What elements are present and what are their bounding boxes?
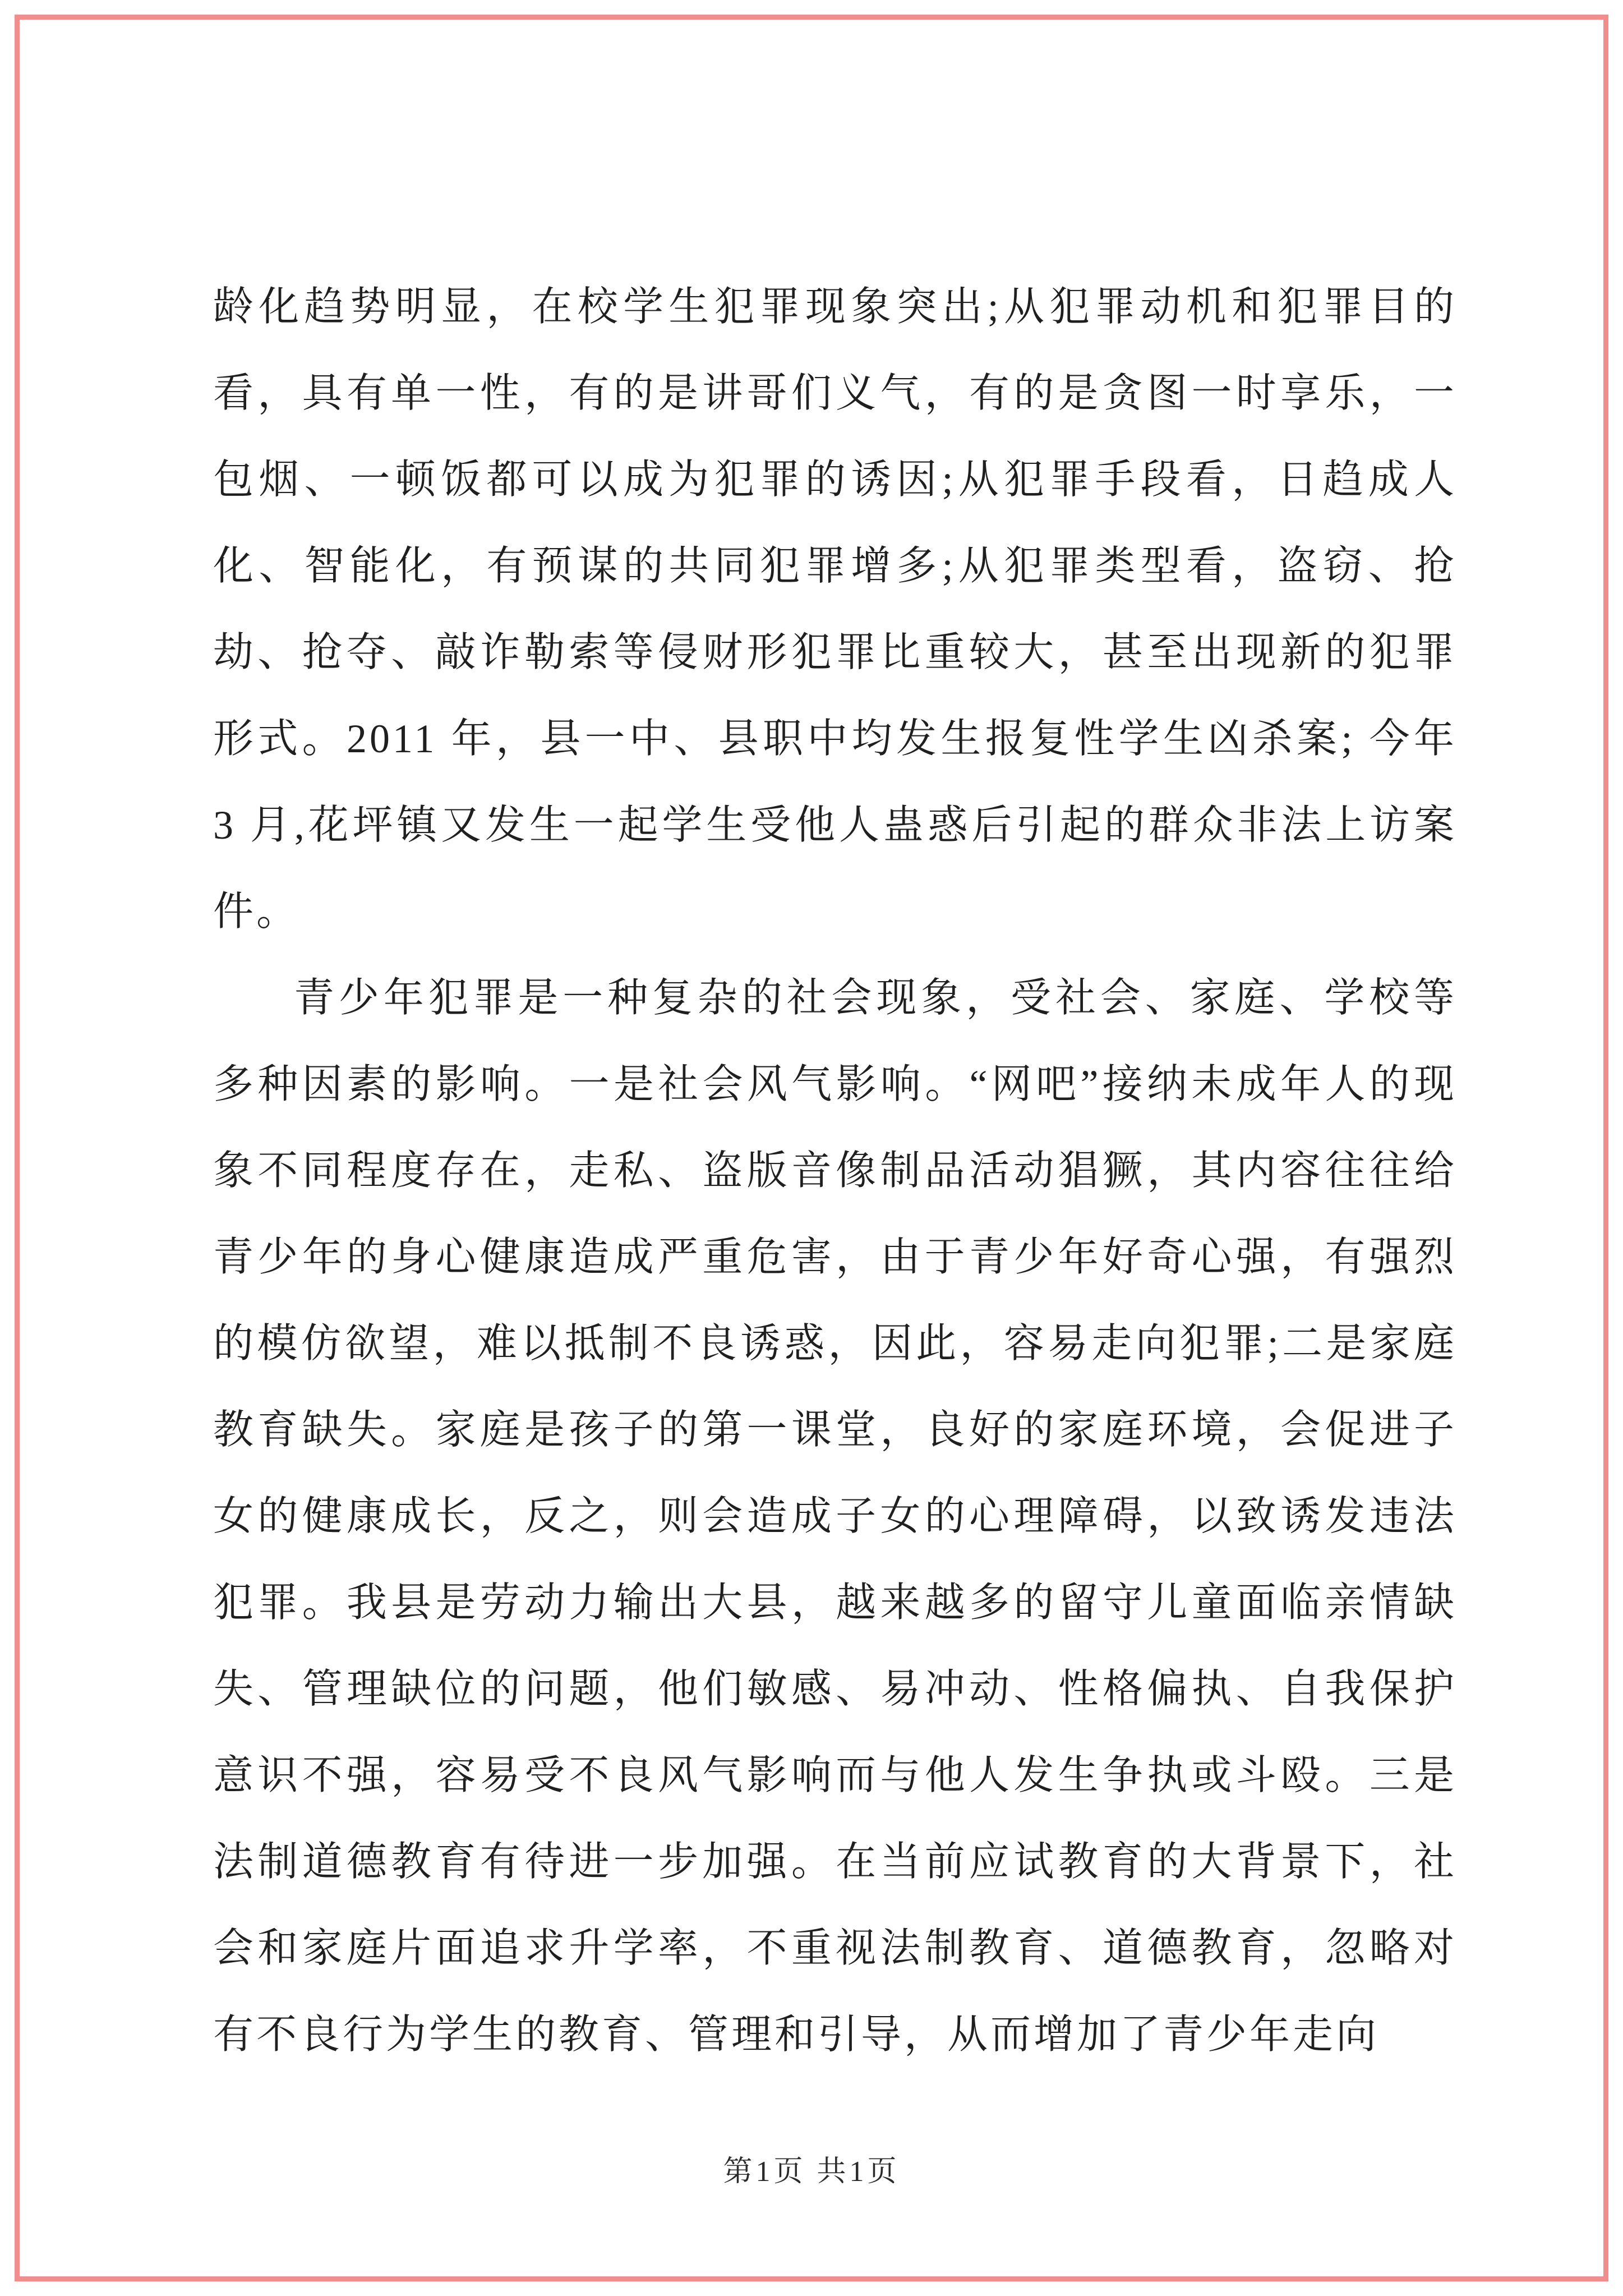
document-body xyxy=(213,264,1457,2078)
page-footer xyxy=(0,2147,1623,2189)
paragraph-2: 青少年犯罪是一种复杂的社会现象，受社会、家庭、学校等多种因素的影响。一是社会风气影响。“网吧”接纳未成年人的现象不同程度存在，走私、盗版音像制品活动猖獗，其内容往往给青少年的身心健康造成严重危害，由于青少年好奇心强，有强烈的模仿欲望，难以抵制不良诱惑，因此，容易走向犯罪;二是家庭教育缺失。家庭是孩子的第一课堂，良好的家庭环境，会促进子女的健康成长，反之，则会造成子女的心理障碍，以致诱发违法犯罪。我县是劳动力输出大县，越来越多的留守儿童面临亲情缺失、管理缺位的问题，他们敏感、易冲动、性格偏执、自我保护意识不强，容易受不良风气影响而与他人发生争执或斗殴。三是法制道德教育有待进一步加强。在当前应试教育的大背景下，社会和家庭片面追求升学率，不重视法制教育、道德教育，忽略对有不良行为学生的教育、管理和引导，从而增加了青少年走向 xyxy=(213,976,1457,2057)
paragraph-1: 龄化趋势明显，在校学生犯罪现象突出;从犯罪动机和犯罪目的看，具有单一性，有的是讲哥们义气，有的是贪图一时享乐，一包烟、一顿饭都可以成为犯罪的诱因;从犯罪手段看，日趋成人化、智能化，有预谋的共同犯罪增多;从犯罪类型看，盗窃、抢劫、抢夺、敲诈勒索等侵财形犯罪比重较大，甚至出现新的犯罪形式。2011 年，县一中、县职中均发生报复性学生凶杀案; 今年 3 月,花坪镇又发生一起学生受他人蛊惑后引起的群众非法上访案件。 xyxy=(213,284,1457,934)
page-number: 第1页 共1页 xyxy=(723,2156,900,2188)
